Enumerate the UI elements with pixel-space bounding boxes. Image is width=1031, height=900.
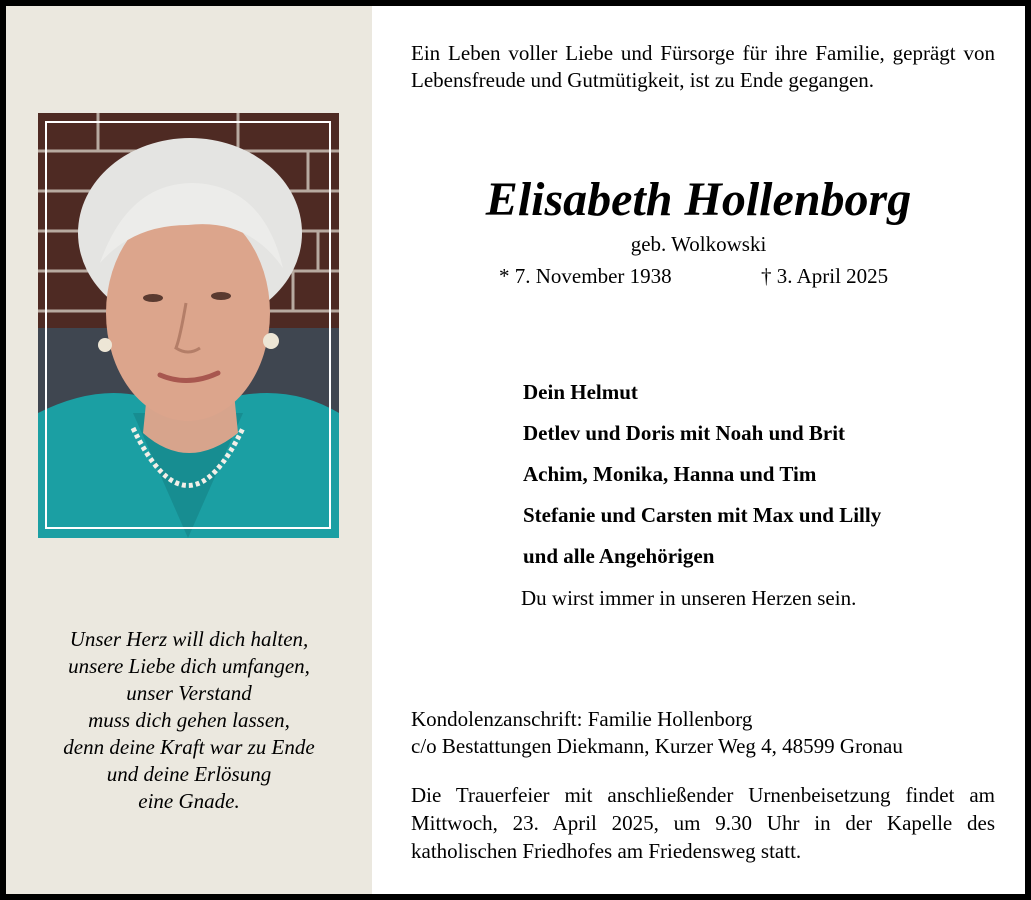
poem-line: und deine Erlösung	[106, 762, 272, 786]
family-member: Achim, Monika, Hanna und Tim	[523, 462, 817, 486]
funeral-notice: Die Trauerfeier mit anschließender Urnenbeisetzung findet am Mittwoch, 23. April 2025, um 9.30 Uhr in der Kapelle des katholischen Friedhofes am Friedensweg statt.	[411, 783, 995, 863]
birth-date: * 7. November 1938	[499, 264, 672, 288]
portrait-photo	[38, 113, 339, 538]
poem-line: unsere Liebe dich umfangen,	[68, 654, 310, 678]
obituary-card	[6, 6, 1025, 894]
family-member: Dein Helmut	[523, 380, 638, 404]
sidebar-panel	[6, 6, 372, 894]
family-member: und alle Angehörigen	[523, 544, 715, 568]
condolence-line: Kondolenzanschrift: Familie Hollenborg	[411, 707, 753, 731]
poem	[6, 626, 372, 815]
birth-name: geb. Wolkowski	[630, 232, 767, 256]
condolence-line: c/o Bestattungen Diekmann, Kurzer Weg 4, 48599 Gronau	[411, 734, 903, 758]
poem-line: unser Verstand	[126, 681, 252, 705]
deceased-name: Elisabeth Hollenborg	[485, 173, 912, 226]
death-date: † 3. April 2025	[761, 264, 889, 288]
poem-line: denn deine Kraft war zu Ende	[63, 735, 315, 759]
closing-line: Du wirst immer in unseren Herzen sein.	[521, 586, 857, 610]
family-member: Stefanie und Carsten mit Max und Lilly	[523, 503, 882, 527]
family-member: Detlev und Doris mit Noah und Brit	[523, 421, 846, 445]
condolence-address	[411, 706, 903, 760]
poem-line: muss dich gehen lassen,	[88, 708, 290, 732]
poem-line: eine Gnade.	[138, 789, 240, 813]
family-list	[523, 372, 881, 577]
poem-line: Unser Herz will dich halten,	[69, 627, 309, 651]
intro-text: Ein Leben voller Liebe und Fürsorge für ihre Familie, geprägt von Lebensfreude und Gutmütigkeit, ist zu Ende gegangen.	[411, 41, 995, 92]
